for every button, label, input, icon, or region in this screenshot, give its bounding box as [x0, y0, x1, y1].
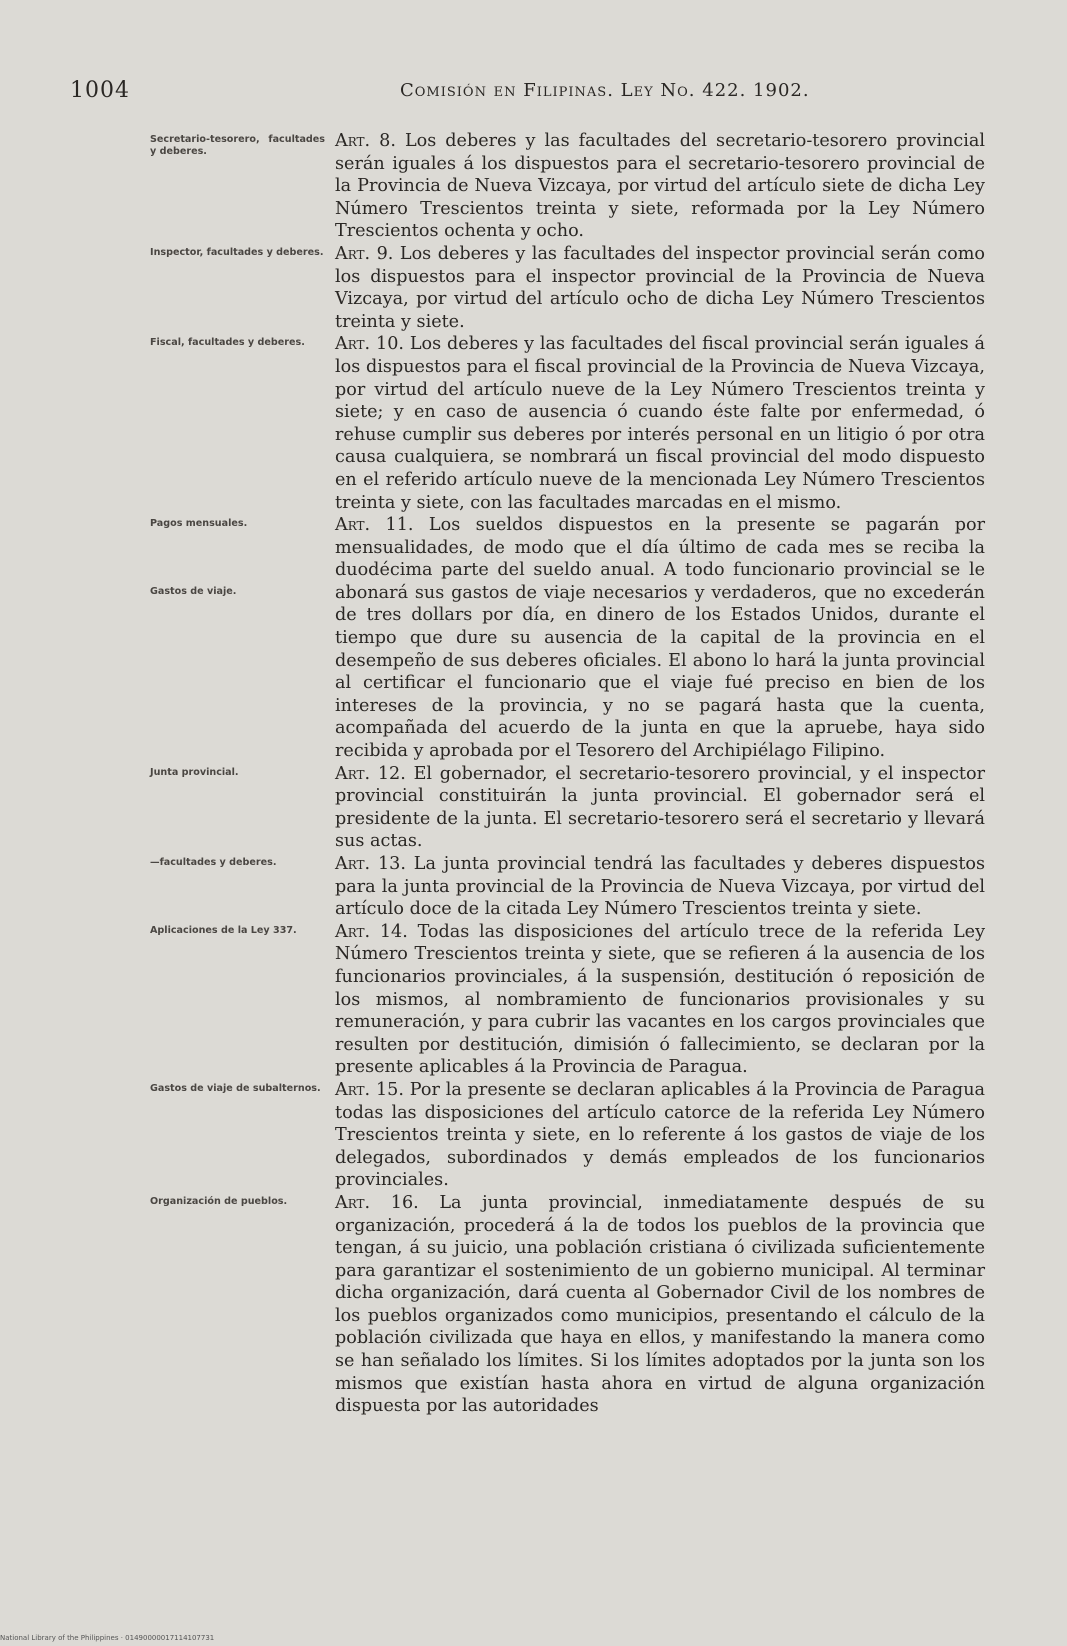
- article-text: [335, 1079, 985, 1192]
- article-list: [150, 130, 1000, 1418]
- article-body: Los deberes y las facultades del secretario-tesorero provincial serán iguales á los dispuestos para el secretario-tesorero provincial de la Provincia de Nueva Vizcaya, por virtud del artículo siete de dicha Ley Número Trescientos treinta y siete, reformada por la Ley Número Trescientos ochenta y ocho.: [335, 131, 985, 242]
- page-header: [70, 78, 930, 108]
- article-text: [335, 763, 985, 853]
- article-label: Art. 9.: [335, 243, 394, 264]
- article-label: Art. 8.: [335, 131, 396, 151]
- article-text: [335, 1192, 985, 1418]
- article-8: [150, 130, 1000, 243]
- article-14: [150, 921, 1000, 1079]
- article-body: Por la presente se declaran aplicables á la Provincia de Paragua todas las disposiciones del artículo catorce de la referida Ley Número Trescientos treinta y siete, en lo referente á los gastos de viaje de los delegados, subordinados y demás empleados de los funcionarios provinciales.: [335, 1079, 986, 1191]
- margin-note: Inspector, facultades y deberes.: [150, 246, 324, 258]
- scan-footer: National Library of the Philippines · 01490000017114107731: [0, 1634, 215, 1642]
- article-body: Los deberes y las facultades del inspector provincial serán como los dispuestos para el inspector provincial de la Provincia de Nueva Vizcaya, por virtud del artículo ocho de dicha Ley Número Trescientos treinta y siete.: [335, 243, 985, 332]
- margin-note: Secretario-tesorero, facultades y deberes.: [150, 134, 325, 157]
- margin-note: —facultades y deberes.: [150, 857, 277, 868]
- article-15: [150, 1079, 1000, 1192]
- article-label: Art. 10.: [335, 334, 404, 355]
- article-text: [335, 514, 985, 763]
- margin-note: Aplicaciones de la Ley 337.: [150, 924, 297, 936]
- margin-note: Junta provincial.: [150, 766, 239, 778]
- article-12: [150, 763, 1000, 853]
- running-head: Comisión en Filipinas. Ley No. 422. 1902.: [400, 80, 810, 101]
- article-label: Art. 14.: [335, 921, 408, 942]
- margin-note: Pagos mensuales.: [150, 518, 248, 530]
- article-10: [150, 333, 1000, 514]
- article-text: [335, 333, 985, 514]
- article-text: [335, 853, 985, 921]
- margin-note-secondary: Gastos de viaje.: [150, 586, 237, 598]
- page-number: 1004: [70, 78, 130, 103]
- article-label: Art. 13.: [335, 854, 406, 874]
- article-text: [335, 130, 985, 243]
- article-label: Art. 11.: [335, 515, 414, 536]
- article-label: Art. 15.: [335, 1079, 404, 1100]
- article-body: El gobernador, el secretario-tesorero provincial, y el inspector provincial constituirán la junta provincial. El gobernador será el presidente de la junta. El secretario-tesorero será el secretario y llevará sus actas.: [335, 763, 985, 852]
- article-body: Todas las disposiciones del artículo trece de la referida Ley Número Trescientos treinta y siete, que se refieren á la ausencia de los funcionarios provinciales, á la suspensión, destitución ó reposición de los mismos, al nombramiento de funcionarios provisionales y su remuneración, y para cubrir las vacantes en los cargos provinciales que resulten por destitución, dimisión ó fallecimiento, se declaran por la presente aplicables á la Provincia de Paragua.: [335, 921, 986, 1078]
- article-16: [150, 1192, 1000, 1418]
- article-body: Los deberes y las facultades del fiscal provincial serán iguales á los dispuestos para el fiscal provincial de la Provincia de Nueva Vizcaya, por virtud del artículo nueve de la Ley Número Trescientos treinta y siete; y en caso de ausencia ó cuando éste falte por enfermedad, ó rehuse cumplir sus deberes por interés personal en un litigio ó por otra causa cualquiera, se nombrará un fiscal provincial del modo dispuesto en el referido artículo nueve de la mencionada Ley Número Trescientos treinta y siete, con las facultades marcadas en el mismo.: [335, 334, 985, 513]
- article-body: La junta provincial, inmediatamente después de su organización, procederá á la de todos los pueblos de la provincia que tengan, á su juicio, una población cristiana ó civilizada suficientemente para garantizar el sostenimiento de un gobierno municipal. Al terminar dicha organización, dará cuenta al Gobernador Civil de los nombres de los pueblos organizados como municipios, presentando el cálculo de la población civilizada que haya en ellos, y manifestando la manera como se han señalado los límites. Si los límites adoptados por la junta son los mismos que existían hasta ahora en virtud de alguna organización dispuesta por las autoridades: [335, 1192, 986, 1417]
- article-9: [150, 243, 1000, 333]
- article-11: [150, 514, 1000, 763]
- margin-note: Fiscal, facultades y deberes.: [150, 337, 305, 349]
- article-13: [150, 853, 1000, 921]
- article-label: Art. 12.: [335, 763, 406, 784]
- article-text: [335, 243, 985, 333]
- article-body: La junta provincial tendrá las facultades y deberes dispuestos para la junta provincial de la Provincia de Nueva Vizcaya, por virtud del artículo doce de la citada Ley Número Trescientos treinta y siete.: [335, 854, 986, 920]
- margin-note: Gastos de viaje de subalternos.: [150, 1082, 321, 1094]
- article-body: Los sueldos dispuestos en la presente se pagarán por mensualidades, de modo que el día último de cada mes se reciba la duodécima parte del sueldo anual. A todo funcionario provincial se le abonará sus gastos de viaje necesarios y verdaderos, que no excederán de tres dollars por día, en dinero de los Estados Unidos, durante el tiempo que dure su ausencia de la capital de la provincia en el desempeño de sus deberes oficiales. El abono lo hará la junta provincial al certificar el funcionario que el viaje fué preciso en bien de los intereses de la provincia, y no se pagará hasta que la cuenta, acompañada del acuerdo de la junta en que la apruebe, haya sido recibida y aprobada por el Tesorero del Archipiélago Filipino.: [335, 515, 986, 762]
- margin-note: Organización de pueblos.: [150, 1195, 288, 1207]
- article-label: Art. 16.: [335, 1192, 419, 1213]
- article-text: [335, 921, 985, 1079]
